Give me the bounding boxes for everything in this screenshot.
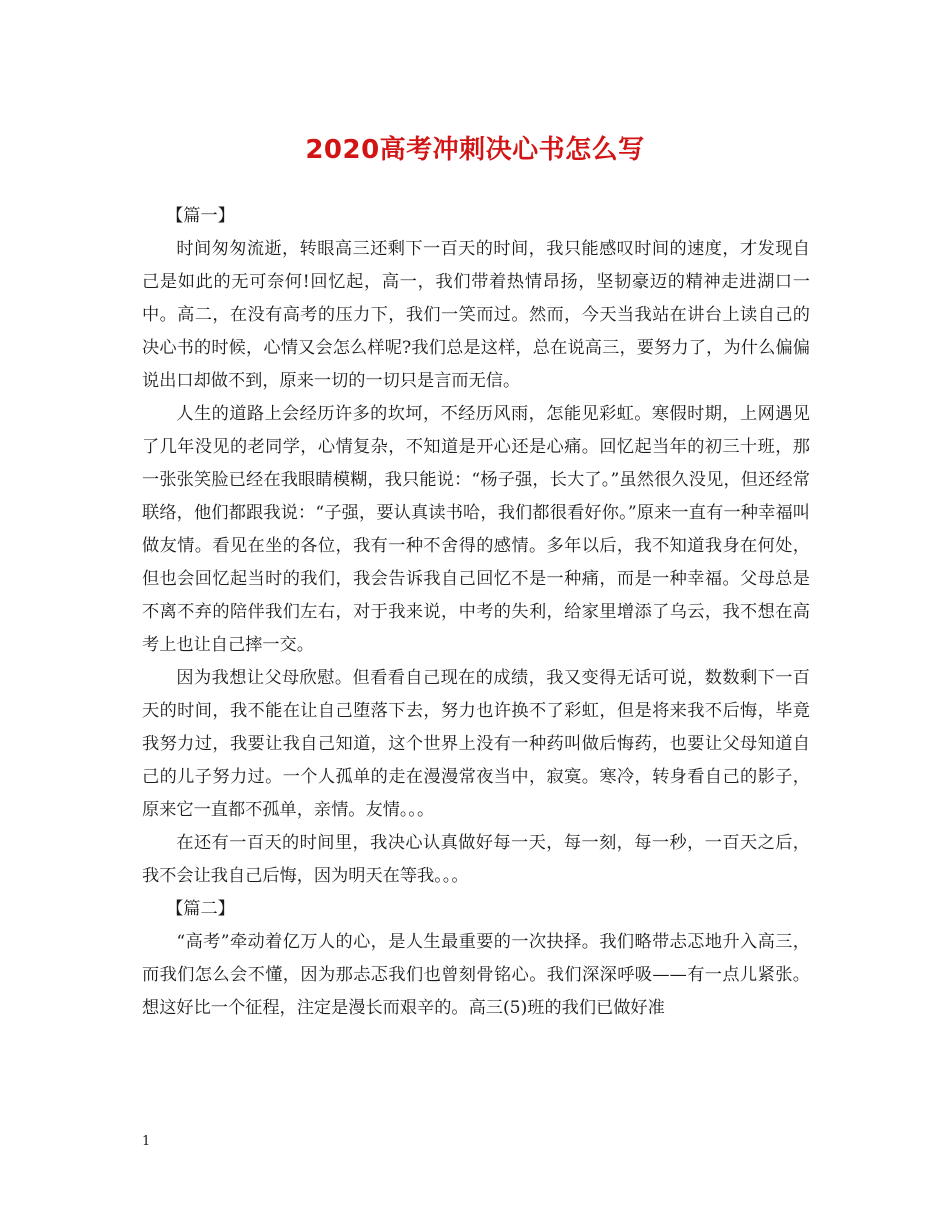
document-title: 2020高考冲刺决心书怎么写 (305, 135, 645, 165)
paragraph: 人生的道路上会经历许多的坎坷，不经历风雨，怎能见彩虹。寒假时期，上网遇见了几年没见的老同学，心情复杂，不知道是开心还是心痛。回忆起当年的初三十班，那一张张笑脸已经在我眼睛模糊，我只能说：“杨子强，长大了。”虽然很久没见，但还经常联络，他们都跟我说：“子强，要认真读书哈，我们都很看好你。”原来一直有一种幸福叫做友情。看见在坐的各位，我有一种不舍得的感情。多年以后，我不知道我身在何处，但也会回忆起当时的我们，我会告诉我自己回忆不是一种痛，而是一种幸福。父母总是不离不弃的陪伴我们左右，对于我来说，中考的失利，给家里增添了乌云，我不想在高考上也让自己摔一交。 (142, 404, 810, 655)
paragraph: 在还有一百天的时间里，我决心认真做好每一天，每一刻，每一秒，一百天之后，我不会让我自己后悔，因为明天在等我。。。 (142, 833, 810, 886)
section-heading-2: 【篇二】 (166, 899, 235, 919)
document-body (142, 200, 810, 1025)
page-number: 1 (142, 1134, 151, 1149)
section-heading-1: 【篇一】 (166, 206, 235, 226)
paragraph: 因为我想让父母欣慰。但看看自己现在的成绩，我又变得无话可说，数数剩下一百天的时间，我不能在让自己堕落下去，努力也许换不了彩虹，但是将来我不后悔，毕竟我努力过，我要让我自己知道，这个世界上没有一种药叫做后悔药，也要让父母知道自己的儿子努力过。一个人孤单的走在漫漫常夜当中，寂寞。寒冷，转身看自己的影子，原来它一直都不孤单，亲情。友情。。。 (142, 668, 810, 820)
paragraph: “高考”牵动着亿万人的心，是人生最重要的一次抉择。我们略带忐忑地升入高三，而我们怎么会不懂，因为那忐忑我们也曾刻骨铭心。我们深深呼吸——有一点儿紧张。想这好比一个征程，注定是漫长而艰辛的。高三(5)班的我们已做好准 (142, 932, 810, 1018)
paragraph: 时间匆匆流逝，转眼高三还剩下一百天的时间，我只能感叹时间的速度，才发现自己是如此的无可奈何!回忆起，高一，我们带着热情昂扬，坚韧豪迈的精神走进湖口一中。高二，在没有高考的压力下，我们一笑而过。然而，今天当我站在讲台上读自己的决心书的时候，心情又会怎么样呢?我们总是这样，总在说高三，要努力了，为什么偏偏说出口却做不到，原来一切的一切只是言而无信。 (142, 239, 810, 391)
